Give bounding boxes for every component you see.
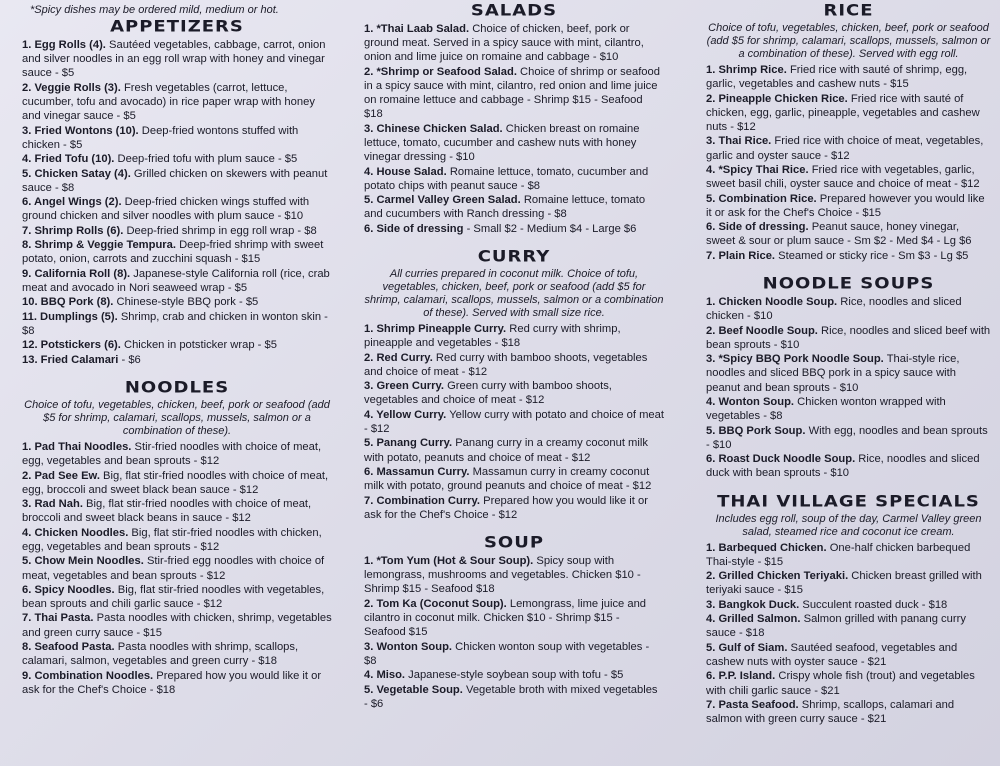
menu-item: [706, 669, 991, 697]
menu-item-description: Lemongrass, lime juice and cilantro in coconut milk. Chicken $10 - Shrimp $15 - Seafood $15: [364, 597, 647, 639]
menu-item-name: 6. Spicy Noodles.: [22, 583, 115, 596]
menu-item: [22, 167, 332, 195]
menu-item-description: Red curry with shrimp, pineapple and vegetables - $18: [364, 322, 621, 350]
menu-item-description: Chinese-style BBQ pork - $5: [116, 296, 259, 309]
menu-item-name: 3. Fried Wontons (10).: [22, 124, 139, 137]
menu-item: [22, 353, 332, 367]
menu-item: [22, 338, 332, 352]
menu-item-name: 6. Angel Wings (2).: [22, 196, 122, 209]
menu-item: [22, 611, 332, 639]
menu-item-description: - Small $2 - Medium $4 - Large $6: [466, 222, 637, 235]
menu-item-name: 7. Shrimp Rolls (6).: [22, 224, 124, 237]
menu-item-name: 5. Vegetable Soup.: [364, 683, 463, 696]
menu-item: [22, 195, 332, 223]
menu-item: [706, 698, 991, 726]
section-noodle-soups: [706, 273, 991, 481]
menu-item-name: 9. Combination Noodles.: [22, 669, 154, 682]
menu-item-name: 7. Combination Curry.: [364, 494, 481, 507]
menu-item-description: Shrimp, scallops, calamari and salmon with green curry sauce - $21: [706, 698, 955, 726]
menu-item-description: Peanut sauce, honey vinegar, sweet & sour or plum sauce - Sm $2 - Med $4 - Lg $6: [706, 221, 972, 248]
menu-item-name: 1. Pad Thai Noodles.: [22, 440, 132, 453]
section-intro: Choice of tofu, vegetables, chicken, beef, pork or seafood (add $5 for shrimp, calamari, scallops, mussels, salmon or a combination of these).: [24, 398, 330, 437]
menu-item-name: 1. *Thai Laab Salad.: [364, 23, 470, 35]
menu-item-name: 10. BBQ Pork (8).: [22, 296, 114, 309]
section-title: APPETIZERS: [110, 17, 244, 36]
menu-item: [706, 352, 991, 395]
menu-item-description: Big, flat stir-fried noodles with choice of meat, broccoli and sweet black beans in sauce - $12: [22, 498, 312, 525]
menu-item-name: 4. Grilled Salmon.: [706, 613, 801, 626]
menu-item: [706, 249, 991, 263]
menu-item-description: Stir-fried noodles with choice of meat, egg, vegetables and bean sprouts - $12: [22, 440, 322, 468]
menu-item: [706, 324, 991, 352]
menu-item-name: 7. Thai Pasta.: [22, 612, 94, 625]
menu-item-description: Fried rice with vegetables, garlic, sweet basil chili, oyster sauce and choice of meat - $12: [706, 163, 980, 191]
menu-item: [706, 395, 991, 423]
menu-item-description: Massamun curry in creamy coconut milk with potato, ground peanuts and choice of meat - $12: [364, 465, 652, 493]
section-salads: [364, 0, 664, 236]
menu-column-right: [706, 0, 991, 736]
menu-item-name: 4. House Salad.: [364, 165, 447, 178]
menu-item-description: Vegetable broth with mixed vegetables - $6: [364, 683, 658, 710]
menu-item-name: 4. Chicken Noodles.: [22, 526, 129, 539]
menu-item-name: 1. Chicken Noodle Soup.: [706, 295, 838, 308]
menu-item: [706, 220, 991, 248]
menu-item-name: 7. Plain Rice.: [706, 249, 776, 262]
menu-item-description: Grilled chicken on skewers with peanut sauce - $8: [22, 167, 328, 194]
menu-item-description: Thai-style rice, noodles and sliced BBQ pork in a spicy sauce with peanut and bean sprouts - $10: [706, 353, 960, 394]
menu-item-description: Romaine lettuce, tomato and cucumbers with Ranch dressing - $8: [364, 194, 646, 221]
section-title: NOODLE SOUPS: [762, 274, 935, 293]
menu-item-name: 1. Barbequed Chicken.: [706, 541, 827, 554]
menu-item-name: 2. Grilled Chicken Teriyaki.: [706, 570, 849, 583]
menu-item-description: Pasta noodles with shrimp, scallops, calamari, salmon, vegetables and green curry - $18: [22, 641, 299, 668]
menu-item: [706, 612, 991, 640]
section-curry: [364, 246, 664, 522]
menu-item-name: 6. P.P. Island.: [706, 670, 776, 683]
menu-item-description: Chicken breast grilled with teriyaki sauce - $15: [706, 570, 982, 597]
menu-item-description: Pasta noodles with chicken, shrimp, vegetables and green curry sauce - $15: [22, 612, 332, 639]
menu-item-name: 5. Panang Curry.: [364, 437, 453, 450]
menu-item-description: Chicken wonton wrapped with vegetables - $8: [706, 395, 946, 423]
menu-item-description: Succulent roasted duck - $18: [802, 598, 948, 611]
menu-item-name: 1. *Tom Yum (Hot & Sour Soup).: [364, 554, 534, 567]
menu-item: [364, 65, 664, 122]
menu-item-description: With egg, noodles and bean sprouts - $10: [706, 424, 988, 451]
menu-item-description: Big, flat stir-fried noodles with vegetables, bean sprouts and chili garlic sauce - $12: [22, 583, 325, 611]
menu-item-name: 2. Pad See Ew.: [22, 469, 100, 482]
menu-item-description: Stir-fried egg noodles with choice of meat, vegetables and bean sprouts - $12: [22, 555, 325, 582]
menu-item-description: Deep-fried wontons stuffed with chicken - $5: [22, 124, 299, 151]
menu-item-name: 5. Gulf of Siam.: [706, 641, 788, 654]
menu-item: [706, 641, 991, 669]
menu-item: [364, 22, 664, 65]
menu-item-description: Rice, noodles and sliced duck with bean sprouts - $10: [706, 453, 980, 480]
menu-item-description: Chicken wonton soup with vegetables - $8: [364, 640, 650, 667]
menu-item: [364, 165, 664, 193]
menu-item-name: 2. Tom Ka (Coconut Soup).: [364, 597, 507, 610]
menu-item-description: Panang curry in a creamy coconut milk with potato, peanuts and choice of meat - $12: [364, 437, 648, 464]
section-title: NOODLES: [124, 378, 230, 397]
menu-item: [364, 436, 664, 464]
menu-item-description: Sautéed vegetables, cabbage, carrot, onion and silver noodles in an egg roll wrap with honey and vinegar sauce - $5: [22, 39, 326, 80]
menu-item-name: 3. Green Curry.: [364, 380, 444, 393]
menu-item-description: Red curry with bamboo shoots, vegetables and choice of meat - $12: [364, 351, 648, 378]
menu-item-name: 3. Rad Nah.: [22, 498, 83, 511]
menu-item: [364, 683, 664, 711]
menu-item: [22, 224, 332, 238]
menu-item-description: Shrimp, crab and chicken in wonton skin - $8: [22, 310, 328, 337]
section-intro: All curries prepared in coconut milk. Choice of tofu, vegetables, chicken, beef, pork or seafood (add $5 for shrimp, calamari, scallops, mussels, salmon or a combination of these). Served with small size rice.: [364, 267, 664, 319]
menu-item: [364, 122, 664, 165]
menu-item: [706, 569, 991, 597]
menu-item: [706, 163, 991, 191]
menu-item-description: Prepared however you would like it or ask for the Chef's Choice - $15: [706, 192, 985, 219]
menu-item-description: Rice, noodles and sliced beef with bean sprouts - $10: [706, 324, 991, 351]
menu-item-description: Chicken in potsticker wrap - $5: [123, 339, 277, 352]
menu-item-name: 5. Chicken Satay (4).: [22, 167, 131, 180]
menu-item: [22, 152, 332, 166]
menu-item: [706, 424, 991, 452]
menu-item-name: 11. Dumplings (5).: [22, 310, 118, 323]
menu-item-name: 9. California Roll (8).: [22, 267, 131, 280]
menu-item: [22, 640, 332, 668]
menu-item-name: 2. Pineapple Chicken Rice.: [706, 92, 848, 105]
menu-item-description: One-half chicken barbequed Thai-style - $15: [706, 541, 971, 568]
menu-item: [22, 38, 332, 81]
menu-item-description: Crispy whole fish (trout) and vegetables with chili garlic sauce - $21: [706, 670, 975, 697]
menu-item-name: 3. Bangkok Duck.: [706, 598, 800, 611]
menu-item: [22, 497, 332, 525]
menu-item: [706, 63, 991, 91]
menu-item-description: Japanese-style soybean soup with tofu - $5: [408, 669, 624, 682]
menu-item-name: 2. Beef Noodle Soup.: [706, 324, 818, 337]
menu-item: [364, 668, 664, 682]
menu-item-description: Big, flat stir-fried noodles with chicken, egg, vegetables and bean sprouts - $12: [22, 526, 322, 553]
menu-item-name: 4. Miso.: [364, 669, 406, 682]
menu-item: [706, 598, 991, 612]
menu-item-description: Prepared how you would like it or ask for the Chef's Choice - $18: [22, 669, 322, 696]
menu-item: [706, 541, 991, 569]
menu-item: [364, 222, 664, 236]
menu-item: [364, 597, 664, 640]
menu-item: [706, 192, 991, 220]
menu-item-name: 3. Thai Rice.: [706, 135, 772, 148]
menu-item-name: 1. Shrimp Rice.: [706, 64, 787, 76]
menu-item: [706, 452, 991, 480]
menu-item-description: Deep-fried chicken wings stuffed with ground chicken and silver noodles with plum sauce - $10: [22, 196, 310, 223]
menu-item: [364, 494, 664, 522]
menu-item: [364, 322, 664, 350]
menu-item-name: 6. Side of dressing: [364, 222, 464, 235]
menu-item-name: 1. Egg Rolls (4).: [22, 39, 106, 51]
menu-item-name: 4. Fried Tofu (10).: [22, 153, 115, 166]
menu-item-description: Romaine lettuce, tomato, cucumber and potato chips with peanut sauce - $8: [364, 165, 649, 192]
menu-item: [22, 238, 332, 266]
menu-item-description: Fried rice with choice of meat, vegetables, garlic and oyster sauce - $12: [706, 135, 984, 162]
menu-item: [22, 669, 332, 697]
menu-item-description: Fresh vegetables (carrot, lettuce, cucumber, tofu and avocado) in rice paper wrap with honey and vinegar sauce - $5: [22, 81, 315, 123]
section-specials: [706, 491, 991, 727]
menu-item: [364, 193, 664, 221]
menu-item-description: Fried rice with sauté of shrimp, egg, garlic, vegetables and cashew nuts - $15: [706, 64, 968, 91]
section-title: SALADS: [470, 1, 558, 20]
menu-item-name: 8. Shrimp & Veggie Tempura.: [22, 239, 176, 252]
menu-item-description: Prepared how you would like it or ask for the Chef's Choice - $12: [364, 494, 648, 521]
menu-item-name: 6. Side of dressing.: [706, 221, 809, 234]
menu-item-description: Japanese-style California roll (rice, crab meat and avocado in Nori seaweed wrap - $5: [22, 267, 330, 294]
menu-column-left: [22, 0, 332, 707]
menu-item-description: Salmon grilled with panang curry sauce - $18: [706, 613, 966, 640]
menu-item-name: 1. Shrimp Pineapple Curry.: [364, 322, 507, 335]
menu-item-name: 6. Massamun Curry.: [364, 465, 470, 478]
menu-item-name: 4. *Spicy Thai Rice.: [706, 163, 809, 176]
menu-item-name: 4. Yellow Curry.: [364, 408, 447, 421]
menu-item: [22, 583, 332, 611]
menu-item-name: 3. Chinese Chicken Salad.: [364, 122, 503, 135]
menu-item-name: 5. Carmel Valley Green Salad.: [364, 194, 521, 207]
menu-item-description: Deep-fried tofu with plum sauce - $5: [117, 153, 298, 166]
menu-item-name: 2. *Shrimp or Seafood Salad.: [364, 65, 517, 78]
section-intro: Includes egg roll, soup of the day, Carmel Valley green salad, steamed rice and coconut ice cream.: [715, 512, 982, 538]
menu-item: [706, 92, 991, 135]
section-title: RICE: [823, 1, 874, 20]
menu-item-description: - $6: [121, 353, 141, 366]
section-noodles: [22, 377, 332, 697]
menu-item-description: Choice of chicken, beef, pork or ground meat. Served in a spicy sauce with mint, cilantro, onion and lime juice on romaine and cabbage - $10: [364, 23, 644, 64]
menu-item: [706, 134, 991, 162]
section-rice: [706, 0, 991, 263]
menu-item-name: 3. Wonton Soup.: [364, 640, 453, 653]
menu-item-name: 7. Pasta Seafood.: [706, 698, 799, 711]
menu-item-name: 8. Seafood Pasta.: [22, 641, 115, 654]
menu-item: [364, 640, 664, 668]
menu-item-name: 5. Chow Mein Noodles.: [22, 555, 144, 568]
menu-item: [364, 554, 664, 597]
menu-item: [22, 440, 332, 468]
menu-item: [22, 310, 332, 338]
menu-item-description: Yellow curry with potato and choice of meat - $12: [364, 408, 664, 435]
section-intro: Choice of tofu, vegetables, chicken, beef, pork or seafood (add $5 for shrimp, calamari, scallops, mussels, salmon or a combination of these). Served with egg roll.: [706, 22, 991, 60]
section-title: CURRY: [477, 247, 551, 266]
menu-item: [364, 379, 664, 407]
menu-item-name: 12. Potstickers (6).: [22, 339, 121, 352]
section-title: THAI VILLAGE SPECIALS: [717, 491, 980, 511]
menu-item: [22, 554, 332, 582]
menu-item-description: Steamed or sticky rice - Sm $3 - Lg $5: [778, 249, 969, 262]
menu-item: [22, 526, 332, 554]
menu-item-description: Deep-fried shrimp with sweet potato, onion, carrots and zucchini squash - $15: [22, 239, 324, 266]
menu-item-name: 4. Wonton Soup.: [706, 395, 795, 408]
menu-item-description: Sautéed seafood, vegetables and cashew nuts with oyster sauce - $21: [706, 641, 958, 668]
menu-item-name: 3. *Spicy BBQ Pork Noodle Soup.: [706, 353, 884, 366]
menu-item: [706, 295, 991, 323]
menu-item-name: 2. Veggie Rolls (3).: [22, 81, 121, 94]
menu-item-description: Rice, noodles and sliced chicken - $10: [706, 295, 962, 323]
section-appetizers: [22, 16, 332, 367]
menu-item-name: 5. Combination Rice.: [706, 192, 817, 205]
menu-item: [22, 267, 332, 295]
section-title: SOUP: [483, 533, 545, 552]
menu-item-name: 5. BBQ Pork Soup.: [706, 424, 806, 437]
menu-item-name: 13. Fried Calamari: [22, 353, 119, 366]
menu-item: [364, 351, 664, 379]
menu-item: [22, 81, 332, 124]
menu-item: [22, 469, 332, 497]
menu-item-name: 2. Red Curry.: [364, 351, 433, 364]
menu-item: [364, 408, 664, 436]
menu-item-description: Choice of shrimp or seafood in a spicy sauce with mint, cilantro, red onion and lime juice on romaine lettuce and cabbage - Shrimp $15 - Seafood $18: [364, 65, 660, 121]
menu-item: [22, 295, 332, 309]
menu-item: [364, 465, 664, 493]
menu-item-description: Deep-fried shrimp in egg roll wrap - $8: [126, 224, 317, 237]
menu-column-middle: [364, 0, 664, 721]
menu-item-description: Chicken breast on romaine lettuce, tomato, cucumber and cashew nuts with honey vinegar dressing - $10: [364, 122, 640, 164]
menu-item-description: Green curry with bamboo shoots, vegetables and choice of meat - $12: [364, 380, 612, 407]
section-soup: [364, 532, 664, 711]
menu-item: [22, 124, 332, 152]
menu-item-description: Spicy soup with lemongrass, mushrooms and vegetables. Chicken $10 - Shrimp $15 - Seafood $18: [364, 554, 641, 596]
menu-item-description: Big, flat stir-fried noodles with choice of meat, egg, broccoli and sweet black bean sauce - $12: [22, 469, 329, 496]
spicy-note: *Spicy dishes may be ordered mild, medium or hot.: [30, 4, 279, 16]
menu-item-description: Fried rice with sauté of chicken, egg, garlic, pineapple, vegetables and cashew nuts - $12: [706, 92, 980, 133]
menu-item-name: 6. Roast Duck Noodle Soup.: [706, 453, 856, 466]
